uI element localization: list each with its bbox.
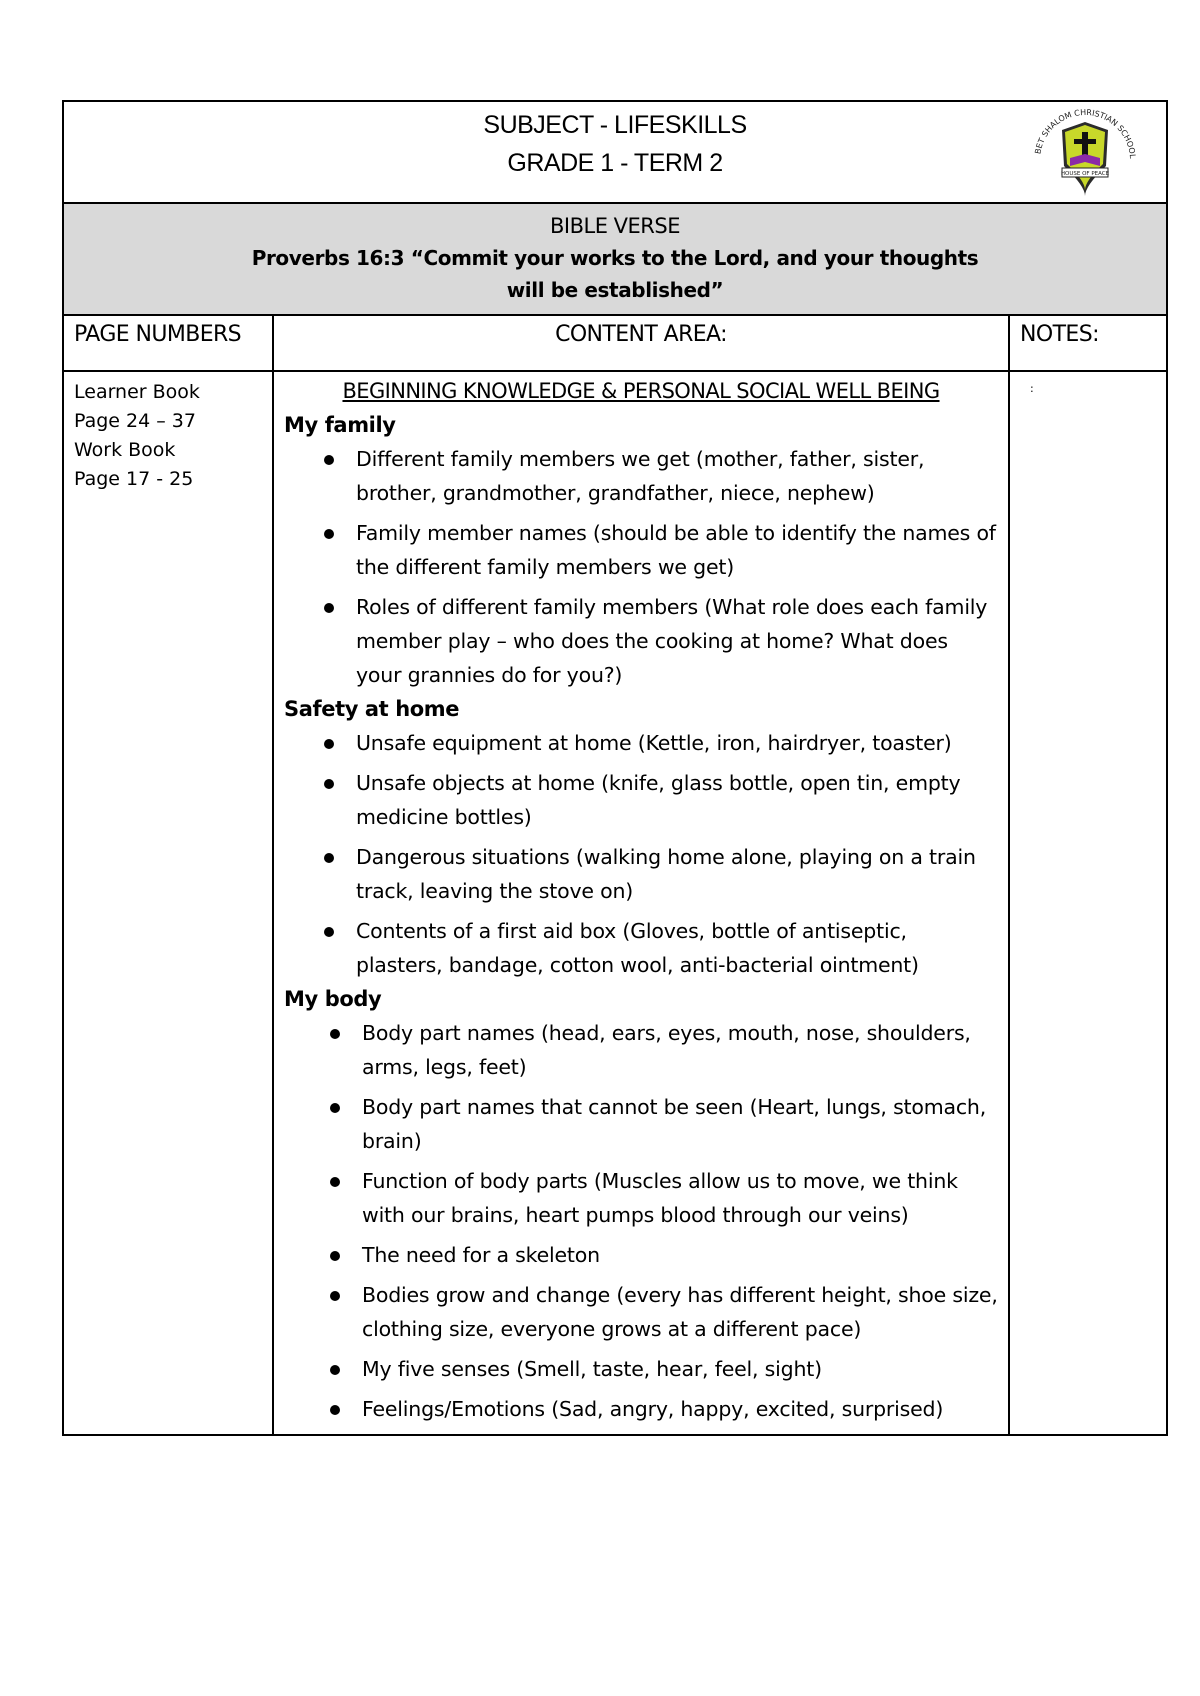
bullet-icon bbox=[324, 455, 334, 465]
lesson-plan-table bbox=[62, 100, 1168, 1436]
grade-term-title: GRADE 1 - TERM 2 bbox=[507, 149, 723, 177]
logo-school-name: BET SHALOM CHRISTIAN SCHOOL bbox=[1033, 108, 1138, 159]
header-row bbox=[63, 101, 1167, 203]
list-item: Unsafe equipment at home (Kettle, iron, hairdryer, toaster) bbox=[284, 726, 998, 760]
content-area-cell bbox=[273, 371, 1009, 1435]
section-title-my-family: My family bbox=[284, 413, 396, 437]
notes-mark: : bbox=[1030, 382, 1034, 395]
bullet-icon bbox=[324, 603, 334, 613]
list-item: Contents of a first aid box (Gloves, bottle of antiseptic, plasters, bandage, cotton wool, anti-bacterial ointment) bbox=[284, 914, 998, 982]
bullet-icon bbox=[324, 853, 334, 863]
list-item: Roles of different family members (What role does each family member play – who does the cooking at home? What does your grannies do for you?) bbox=[284, 590, 998, 692]
bible-verse-row bbox=[63, 203, 1167, 315]
my-body-list bbox=[284, 1016, 998, 1426]
bullet-icon bbox=[324, 739, 334, 749]
list-item: Different family members we get (mother, father, sister, brother, grandmother, grandfather, niece, nephew) bbox=[284, 442, 998, 510]
content-row bbox=[63, 371, 1167, 1435]
bullet-icon bbox=[330, 1177, 340, 1187]
bullet-icon bbox=[324, 779, 334, 789]
list-item: My five senses (Smell, taste, hear, feel, sight) bbox=[284, 1352, 998, 1386]
column-header-row bbox=[63, 315, 1167, 371]
bible-verse-line-1: Proverbs 16:3 “Commit your works to the Lord, and your thoughts bbox=[251, 246, 979, 270]
subject-title: SUBJECT - LIFESKILLS bbox=[483, 111, 747, 139]
section-title-my-body: My body bbox=[284, 987, 382, 1011]
list-item: Body part names (head, ears, eyes, mouth, nose, shoulders, arms, legs, feet) bbox=[284, 1016, 998, 1084]
my-family-list bbox=[284, 442, 998, 692]
column-header-content-area: CONTENT AREA: bbox=[273, 315, 1009, 371]
bullet-icon bbox=[330, 1029, 340, 1039]
bullet-icon bbox=[324, 529, 334, 539]
bible-verse-cell bbox=[63, 203, 1167, 315]
list-item: Body part names that cannot be seen (Heart, lungs, stomach, brain) bbox=[284, 1090, 998, 1158]
safety-at-home-list bbox=[284, 726, 998, 982]
pages-line: Page 24 – 37 bbox=[74, 410, 196, 432]
column-header-notes: NOTES: bbox=[1009, 315, 1167, 371]
pages-line: Learner Book bbox=[74, 381, 200, 403]
lesson-plan-document bbox=[62, 100, 1166, 1436]
list-item: Unsafe objects at home (knife, glass bottle, open tin, empty medicine bottles) bbox=[284, 766, 998, 834]
section-title-safety-at-home: Safety at home bbox=[284, 697, 460, 721]
column-header-page-numbers: PAGE NUMBERS bbox=[63, 315, 273, 371]
list-item: Dangerous situations (walking home alone, playing on a train track, leaving the stove on) bbox=[284, 840, 998, 908]
content-heading: BEGINNING KNOWLEDGE & PERSONAL SOCIAL WELL BEING bbox=[342, 379, 940, 403]
school-crest-icon bbox=[1026, 108, 1144, 208]
notes-cell bbox=[1009, 371, 1167, 1435]
bullet-icon bbox=[330, 1251, 340, 1261]
bible-verse-title: BIBLE VERSE bbox=[550, 214, 680, 238]
pages-line: Work Book bbox=[74, 439, 176, 461]
bullet-icon bbox=[324, 927, 334, 937]
bullet-icon bbox=[330, 1103, 340, 1113]
page-numbers-cell bbox=[63, 371, 273, 1435]
list-item: Family member names (should be able to identify the names of the different family members we get) bbox=[284, 516, 998, 584]
header-cell bbox=[63, 101, 1167, 203]
bullet-icon bbox=[330, 1291, 340, 1301]
list-item: The need for a skeleton bbox=[284, 1238, 998, 1272]
bible-verse-line-2: will be established” bbox=[506, 278, 724, 302]
pages-line: Page 17 - 25 bbox=[74, 468, 194, 490]
bullet-icon bbox=[330, 1365, 340, 1375]
bullet-icon bbox=[330, 1405, 340, 1415]
list-item: Bodies grow and change (every has different height, shoe size, clothing size, everyone grows at a different pace) bbox=[284, 1278, 998, 1346]
list-item: Function of body parts (Muscles allow us to move, we think with our brains, heart pumps blood through our veins) bbox=[284, 1164, 998, 1232]
list-item: Feelings/Emotions (Sad, angry, happy, excited, surprised) bbox=[284, 1392, 998, 1426]
document-title bbox=[64, 102, 1166, 182]
logo-motto: HOUSE OF PEACE bbox=[1060, 171, 1110, 177]
